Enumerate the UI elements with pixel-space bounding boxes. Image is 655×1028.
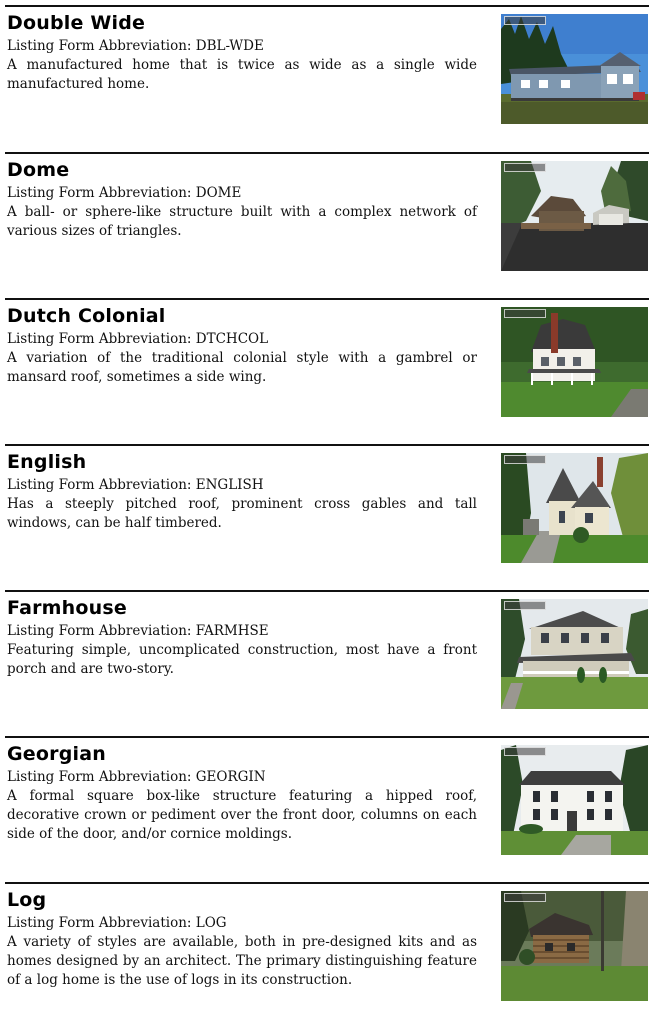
- dutch-colonial-house-image: [501, 307, 648, 417]
- photo-watermark: [504, 163, 546, 172]
- divider: [5, 736, 649, 738]
- dome-house-image: [501, 161, 648, 271]
- photo-watermark: [504, 747, 546, 756]
- abbreviation-label: Listing Form Abbreviation:: [7, 915, 192, 931]
- style-title: Dome: [7, 159, 70, 181]
- style-title: Georgian: [7, 743, 106, 765]
- style-entry: [0, 736, 655, 882]
- style-title: Farmhouse: [7, 597, 127, 619]
- style-description: A formal square box-like structure featuring a hipped roof, decorative crown or pediment over the front door, columns on each side of the door, and/or cornice moldings.: [7, 788, 477, 842]
- house-photo: [501, 307, 648, 417]
- style-entry: [0, 882, 655, 1028]
- style-entry: [0, 5, 655, 151]
- style-title: Double Wide: [7, 12, 146, 34]
- house-photo: [501, 891, 648, 1001]
- photo-watermark: [504, 16, 546, 25]
- georgian-house-image: [501, 745, 648, 855]
- abbreviation-code: LOG: [195, 915, 227, 931]
- abbreviation-code: FARMHSE: [195, 623, 269, 639]
- style-description: A ball- or sphere-like structure built with a complex network of various sizes of triangles.: [7, 204, 477, 239]
- abbreviation-line: [7, 184, 241, 203]
- abbreviation-line: [7, 330, 268, 349]
- farmhouse-image: [501, 599, 648, 709]
- house-photo: [501, 453, 648, 563]
- abbreviation-line: [7, 914, 227, 933]
- abbreviation-label: Listing Form Abbreviation:: [7, 38, 192, 54]
- style-title: Log: [7, 889, 47, 911]
- style-description: A manufactured home that is twice as wide as a single wide manufactured home.: [7, 57, 477, 92]
- house-photo: [501, 599, 648, 709]
- abbreviation-code: GEORGIN: [195, 769, 266, 785]
- photo-watermark: [504, 601, 546, 610]
- abbreviation-line: [7, 622, 269, 641]
- abbreviation-label: Listing Form Abbreviation:: [7, 185, 192, 201]
- style-description: A variation of the traditional colonial style with a gambrel or mansard roof, sometimes a side wing.: [7, 350, 477, 385]
- abbreviation-line: [7, 768, 266, 787]
- abbreviation-code: DTCHCOL: [195, 331, 269, 347]
- house-photo: [501, 745, 648, 855]
- abbreviation-label: Listing Form Abbreviation:: [7, 477, 192, 493]
- abbreviation-label: Listing Form Abbreviation:: [7, 331, 192, 347]
- photo-watermark: [504, 455, 546, 464]
- style-description: Has a steeply pitched roof, prominent cross gables and tall windows, can be half timbered.: [7, 496, 477, 531]
- divider: [5, 152, 649, 154]
- style-entry: [0, 444, 655, 590]
- abbreviation-line: [7, 476, 264, 495]
- divider: [5, 444, 649, 446]
- abbreviation-label: Listing Form Abbreviation:: [7, 769, 192, 785]
- divider: [5, 882, 649, 884]
- divider: [5, 298, 649, 300]
- abbreviation-line: [7, 37, 264, 56]
- abbreviation-code: ENGLISH: [195, 477, 264, 493]
- double-wide-house-image: [501, 14, 648, 124]
- log-house-image: [501, 891, 648, 1001]
- abbreviation-label: Listing Form Abbreviation:: [7, 623, 192, 639]
- house-photo: [501, 161, 648, 271]
- style-entry: [0, 152, 655, 298]
- photo-watermark: [504, 893, 546, 902]
- photo-watermark: [504, 309, 546, 318]
- abbreviation-code: DOME: [195, 185, 242, 201]
- style-description: A variety of styles are available, both in pre-designed kits and as homes designed by an architect. The primary distinguishing feature of a log home is the use of logs in its construction.: [7, 934, 477, 988]
- divider: [5, 5, 649, 7]
- style-entry: [0, 590, 655, 736]
- english-house-image: [501, 453, 648, 563]
- divider: [5, 590, 649, 592]
- style-title: Dutch Colonial: [7, 305, 166, 327]
- house-photo: [501, 14, 648, 124]
- style-entry: [0, 298, 655, 444]
- abbreviation-code: DBL-WDE: [195, 38, 264, 54]
- style-title: English: [7, 451, 87, 473]
- style-description: Featuring simple, uncomplicated construction, most have a front porch and are two-story.: [7, 642, 477, 677]
